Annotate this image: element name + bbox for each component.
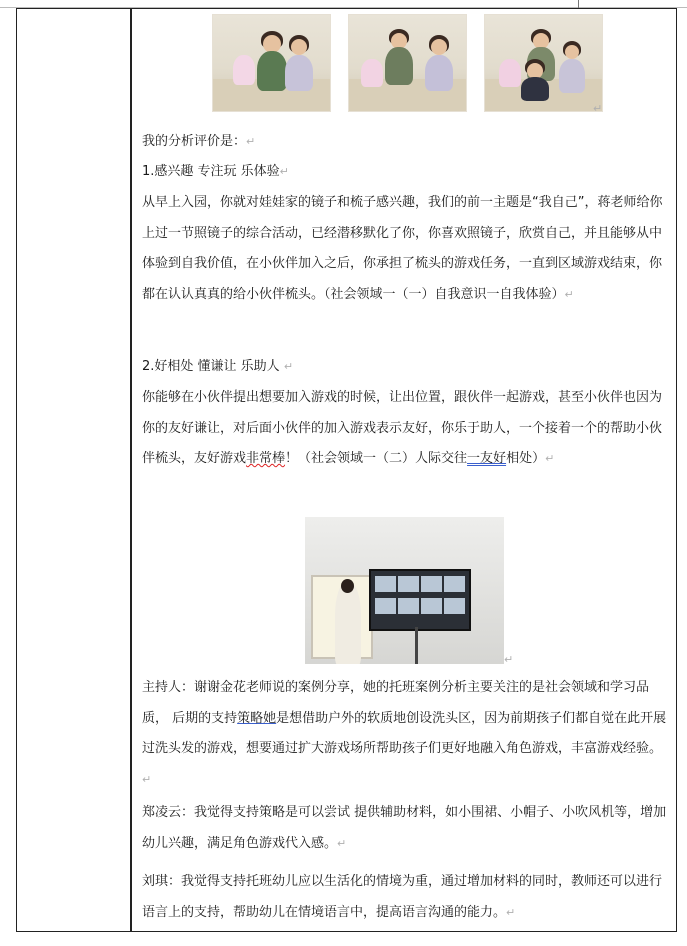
section2-body-text: 你能够在小伙伴提出想要加入游戏的时候，让出位置，跟伙伴一起游戏，甚至小伙伴也因为你的友好谦让，对后面小伙伴的加入游戏表示友好，你乐于助人，一个接着一个的帮助小伙伴梳头，友好游戏 [142, 390, 663, 466]
paragraph-mark: ↵ [504, 653, 514, 666]
host-remarks[interactable] [142, 673, 669, 795]
paragraph-mark: ↵ [246, 135, 256, 148]
section2-body-text: 相处） [506, 451, 546, 466]
classroom-photo-2[interactable] [348, 14, 467, 112]
zheng-remarks[interactable] [142, 798, 669, 859]
liu-remarks-text: 刘琪：我觉得支持托班幼儿应以生活化的情境为重，通过增加材料的同时，教师还可以进行语言上的支持，帮助幼儿在情境语言中，提高语言沟通的能力。 [142, 874, 663, 920]
spellcheck-mark: 非常棒 [246, 451, 286, 466]
grammar-mark: 一友好 [467, 451, 507, 466]
grammar-mark: 策略她 [237, 710, 277, 726]
table-left-cell[interactable] [16, 8, 132, 932]
section1-body-text: 从早上入园，你就对娃娃家的镜子和梳子感兴趣，我们的前一主题是“我自己”，蒋老师给你上过一节照镜子的综合活动，已经潜移默化了你，你喜欢照镜子，欣赏自己，并且能够从中体验到自我价值，在小伙伴加入之后，你承担了梳头的游戏任务，一直到区域游戏结束，你都在认认真真的给小伙伴梳头。（社会领域一（一）自我意识一自我体验） [142, 195, 663, 302]
section1-title-text: 1.感兴趣 专注玩 乐体验 [142, 164, 280, 179]
photo-row [212, 14, 603, 118]
classroom-photo-3[interactable] [484, 14, 603, 112]
paragraph-mark: ↵ [593, 102, 603, 115]
paragraph-mark: ↵ [142, 772, 152, 786]
classroom-photo-1[interactable] [212, 14, 331, 112]
ruler-tick [578, 0, 579, 8]
paragraph-mark: ↵ [506, 905, 516, 919]
section2-title-text: 2.好相处 懂谦让 乐助人 [142, 359, 280, 374]
paragraph-mark: ↵ [545, 452, 555, 465]
section2-body[interactable] [142, 383, 669, 475]
table-right-cell[interactable] [134, 8, 677, 932]
paragraph-mark: ↵ [279, 165, 289, 178]
paragraph-mark: ↵ [337, 836, 347, 850]
paragraph-mark: ↵ [283, 360, 294, 373]
liu-remarks[interactable] [142, 867, 669, 928]
analysis-heading[interactable] [142, 127, 669, 158]
host-remarks-text: 主持人：谢谢金花老师说的案例分享，她的托班案例分析主要关注的是社会领域和学习品质， 后期的支持 [142, 680, 650, 726]
zheng-remarks-text: 郑凌云：我觉得支持策略是可以尝试 提供辅助材料，如小围裙、小帽子、小吹风机等，增加幼儿兴趣，满足角色游戏代入感。 [142, 805, 667, 851]
paragraph-mark: ↵ [564, 287, 574, 301]
section2-body-text: ！（社会领域一（二）人际交往 [285, 451, 468, 466]
analysis-heading-text: 我的分析评价是： [142, 134, 247, 149]
section2-title[interactable] [142, 352, 669, 383]
meeting-photo[interactable] [305, 517, 504, 664]
section1-title[interactable] [142, 157, 669, 188]
host-remarks-text: 是想借助户外的软质地创设洗头区，因为前期孩子们都自觉在此开展过洗头发的游戏，想要通过扩大游戏场所帮助孩子们更好地融入角色游戏，丰富游戏经验。 [142, 710, 667, 756]
section1-body[interactable] [142, 188, 669, 310]
